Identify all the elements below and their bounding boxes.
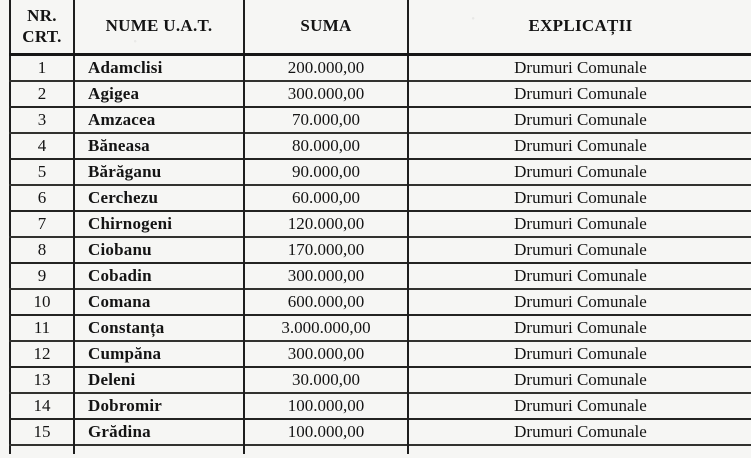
uat-name-cell: Cerchezu xyxy=(74,185,244,211)
row-number-cell: 1 xyxy=(10,54,74,81)
amount-cell: 200.000,00 xyxy=(244,54,408,81)
explanation-cell: Drumuri Comunale xyxy=(408,159,751,185)
row-number-cell: 3 xyxy=(10,107,74,133)
explanation-cell: Drumuri Comunale xyxy=(408,419,751,445)
explanation-cell: Drumuri Comunale xyxy=(514,57,647,77)
amount-cell: 60.000,00 xyxy=(244,185,408,211)
uat-name-cell: Cumpăna xyxy=(74,341,244,367)
row-number-cell: 12 xyxy=(10,341,74,367)
column-header-suma: SUMA xyxy=(244,0,408,54)
amount-cell: 170.000,00 xyxy=(244,237,408,263)
table-row xyxy=(10,367,751,393)
explanation-cell: Drumuri Comunale xyxy=(408,81,751,107)
row-number-cell: 9 xyxy=(10,263,74,289)
column-header-explicatii: EXPLICAȚII xyxy=(408,0,751,54)
amount-cell: 90.000,00 xyxy=(244,159,408,185)
table-row xyxy=(10,81,751,107)
amount-cell: 300.000,00 xyxy=(244,81,408,107)
amount-cell: 120.000,00 xyxy=(244,211,408,237)
uat-name-cell: Chirnogeni xyxy=(74,211,244,237)
uat-name-cell xyxy=(74,445,244,454)
amount-cell: 70.000,00 xyxy=(244,107,408,133)
table-header xyxy=(10,0,751,54)
uat-name-cell: Adamclisi xyxy=(74,54,244,81)
row-number-cell: 2 xyxy=(10,81,74,107)
row-number-cell xyxy=(10,445,74,454)
table-row xyxy=(10,315,751,341)
explanation-cell: Drumuri Comunale xyxy=(408,393,751,419)
row-number-cell: 15 xyxy=(10,419,74,445)
allocation-table xyxy=(9,0,751,454)
explanation-cell: Drumuri Comunale xyxy=(408,185,751,211)
uat-name-cell: Dobromir xyxy=(74,393,244,419)
uat-name-cell: Ciobanu xyxy=(74,237,244,263)
amount-cell xyxy=(244,445,408,454)
explanation-cell: Drumuri Comunale xyxy=(408,341,751,367)
amount-cell: 600.000,00 xyxy=(244,289,408,315)
table-row xyxy=(10,419,751,445)
table-row xyxy=(10,341,751,367)
explanation-cell: Drumuri Comunale xyxy=(408,211,751,237)
header-row xyxy=(10,0,751,54)
row-number-cell: 14 xyxy=(10,393,74,419)
uat-name-cell: Constanța xyxy=(74,315,244,341)
amount-cell: 300.000,00 xyxy=(244,263,408,289)
table-row xyxy=(10,54,751,81)
amount-cell: 100.000,00 xyxy=(244,419,408,445)
row-number-cell: 11 xyxy=(10,315,74,341)
explanation-cell: Drumuri Comunale xyxy=(408,237,751,263)
column-header-nr-crt: NR. CRT. xyxy=(10,0,74,54)
row-number-cell: 4 xyxy=(10,133,74,159)
table-row xyxy=(10,107,751,133)
amount-cell: 80.000,00 xyxy=(244,133,408,159)
row-number-cell: 6 xyxy=(10,185,74,211)
uat-name-cell: Băneasa xyxy=(74,133,244,159)
explanation-cell: Drumuri Comunale xyxy=(408,133,751,159)
table-row xyxy=(10,393,751,419)
column-header-nume-uat: NUME U.A.T. xyxy=(74,0,244,54)
table-row xyxy=(10,159,751,185)
amount-cell: 3.000.000,00 xyxy=(244,315,408,341)
explanation-cell: Drumuri Comunale xyxy=(408,289,751,315)
row-number-cell: 5 xyxy=(10,159,74,185)
uat-name-cell: Bărăganu xyxy=(74,159,244,185)
table-row xyxy=(10,263,751,289)
table-row xyxy=(10,133,751,159)
amount-cell: 30.000,00 xyxy=(244,367,408,393)
amount-cell: 100.000,00 xyxy=(244,393,408,419)
table-body xyxy=(10,54,751,454)
uat-name-cell: Cobadin xyxy=(74,263,244,289)
explanation-cell: Drumuri Comunale xyxy=(408,367,751,393)
table-row xyxy=(10,237,751,263)
table-row-partial xyxy=(10,445,751,454)
table-row xyxy=(10,211,751,237)
table-row xyxy=(10,289,751,315)
explanation-cell: Drumuri Comunale xyxy=(408,263,751,289)
row-number-cell: 13 xyxy=(10,367,74,393)
table-row xyxy=(10,185,751,211)
uat-name-cell: Deleni xyxy=(74,367,244,393)
amount-cell: 300.000,00 xyxy=(244,341,408,367)
row-number-cell: 10 xyxy=(10,289,74,315)
uat-name-cell: Amzacea xyxy=(74,107,244,133)
explanation-cell: Drumuri Comunale xyxy=(408,107,751,133)
uat-name-cell: Agigea xyxy=(74,81,244,107)
row-number-cell: 8 xyxy=(10,237,74,263)
explanation-cell: Drumuri Comunale xyxy=(408,315,751,341)
uat-name-cell: Grădina xyxy=(74,419,244,445)
uat-name-cell: Comana xyxy=(74,289,244,315)
explanation-cell xyxy=(408,445,751,454)
row-number-cell: 7 xyxy=(10,211,74,237)
